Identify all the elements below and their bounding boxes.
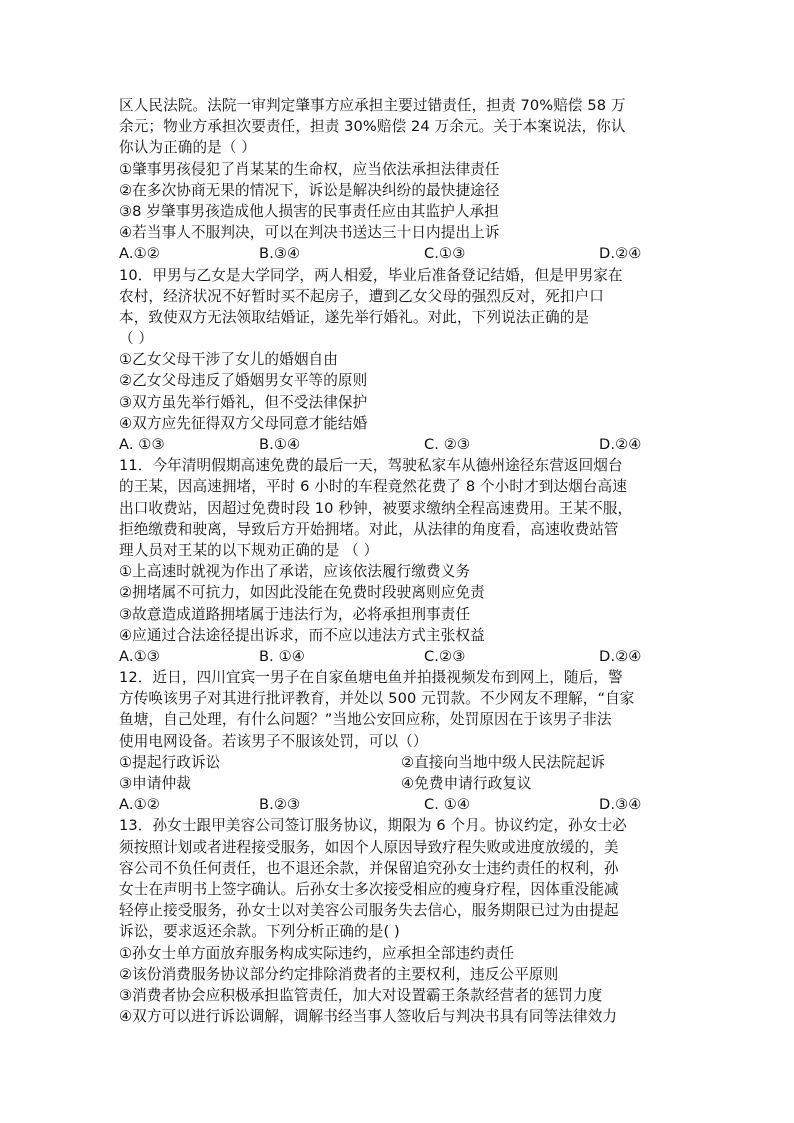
- option-d: D.②④: [599, 245, 642, 263]
- option-c: C.①③: [424, 245, 466, 263]
- text-line: 理人员对王某的以下规劝正确的是 （ ）: [119, 541, 379, 559]
- statement-1: ①上高速时就视为作出了承诺，应该依法履行缴费义务: [119, 563, 471, 581]
- answer-options: [119, 646, 679, 667]
- text-line: 区人民法院。法院一审判定肇事方应承担主要过错责任，担责 70%赔偿 58 万: [119, 97, 626, 114]
- statement-2: ②在多次协商无果的情况下，诉讼是解决纠纷的最快捷途径: [119, 181, 500, 199]
- statement-row: [119, 773, 679, 794]
- statement-3: ③双方虽先举行婚礼，但不受法律保护: [119, 393, 368, 411]
- statement-2: ②直接向当地中级人民法院起诉: [401, 753, 606, 771]
- text-line: 余元；物业方承担次要责任，担责 30%赔偿 24 万余元。关于本案说法，你认: [119, 118, 626, 136]
- statement-2: ②该份消费服务协议部分约定排除消费者的主要权利，违反公平原则: [119, 965, 559, 983]
- text-line: 使用电网设备。若该男子不服该处罚，可以（）: [119, 732, 428, 750]
- option-c: C.②③: [424, 647, 466, 665]
- option-d: D.③④: [599, 796, 642, 814]
- option-c: C. ②③: [424, 436, 471, 453]
- question-9: [119, 95, 679, 265]
- statement-1: ①提起行政诉讼: [119, 753, 221, 771]
- statement-2: ②乙女父母违反了婚姻男女平等的原则: [119, 372, 368, 390]
- question-content: [119, 95, 679, 1027]
- question-stem: 13．孙女士跟甲美容公司签订服务协议，期限为 6 个月。协议约定，孙女士必: [119, 817, 627, 835]
- option-b: B.②③: [259, 796, 301, 814]
- statement-4: ④免费申请行政复议: [401, 775, 532, 792]
- option-b: B.③④: [259, 245, 301, 263]
- answer-options: [119, 794, 679, 815]
- question-stem: 11．今年清明假期高速免费的最后一天，驾驶私家车从德州途径东营返回烟台: [119, 457, 623, 475]
- statement-row: [119, 752, 679, 773]
- statement-2: ②拥堵属不可抗力，如因此没能在免费时段驶离则应免责: [119, 584, 485, 602]
- option-d: D.②④: [599, 436, 642, 453]
- text-line: 鱼塘，自己处理，有什么问题？”当地公安回应称，处罚原因在于该男子非法: [119, 711, 612, 729]
- option-a: A.①②: [119, 245, 160, 263]
- text-line: 出口收费站，因超过免费时段 10 秒钟，被要求缴纳全程高速费用。王某不服，: [119, 499, 633, 517]
- text-line: 女士在声明书上签字确认。后孙女士多次接受相应的瘦身疗程，因体重没能减: [119, 880, 619, 898]
- statement-4: ④若当事人不服判决，可以在判决书送达三十日内提出上诉: [119, 224, 500, 242]
- option-a: A.①②: [119, 796, 160, 814]
- statement-3: ③故意造成道路拥堵属于违法行为，必将承担刑事责任: [119, 605, 471, 623]
- question-13: [119, 815, 679, 1027]
- answer-options: [119, 434, 679, 455]
- text-line: 拒绝缴费和驶离，导致后方开始拥堵。对此，从法律的角度看，高速收费站管: [119, 520, 619, 538]
- statement-3: ③申请仲裁: [119, 775, 191, 792]
- statement-4: ④双方可以进行诉讼调解，调解书经当事人签收后与判决书具有同等法律效力: [119, 1008, 618, 1026]
- text-line: 轻停止接受服务，孙女士以对美容公司服务失去信心，服务期限已过为由提起: [119, 902, 619, 920]
- statement-1: ①肇事男孩侵犯了肖某某的生命权，应当依法承担法律责任: [119, 160, 500, 178]
- statement-4: ④双方应先征得双方父母同意才能结婚: [119, 414, 368, 432]
- question-11: [119, 455, 679, 667]
- statement-4: ④应通过合法途径提出诉求，而不应以违法方式主张权益: [119, 626, 485, 644]
- option-d: D.②④: [599, 647, 642, 665]
- statement-1: ①孙女士单方面放弃服务构成实际违约，应承担全部违约责任: [119, 944, 515, 962]
- answer-options: [119, 243, 679, 264]
- option-a: A.①③: [119, 647, 160, 665]
- text-line: 容公司不负任何责任，也不退还余款，并保留追究孙女士违约责任的权利，孙: [119, 859, 619, 877]
- statement-1: ①乙女父母干涉了女儿的婚姻自由: [119, 351, 338, 369]
- text-line: 农村，经济状况不好暂时买不起房子，遭到乙女父母的强烈反对，死扣户口: [119, 287, 604, 305]
- text-line: 的王某，因高速拥堵，平时 6 小时的车程竟然花费了 8 个小时才到达烟台高速: [119, 478, 627, 496]
- answer-blank: （ ）: [119, 330, 154, 348]
- question-12: [119, 667, 679, 815]
- text-line: 方传唤该男子对其进行批评教育，并处以 500 元罚款。不少网友不理解，“自家: [119, 690, 635, 708]
- question-stem: 12．近日，四川宜宾一男子在自家鱼塘电鱼并拍摄视频发布到网上，随后，警: [119, 669, 623, 687]
- text-line: 你认为正确的是（ ）: [119, 139, 256, 157]
- option-a: A. ①③: [119, 436, 165, 453]
- option-b: B. ①④: [259, 647, 305, 665]
- question-stem: 10．甲男与乙女是大学同学，两人相爱，毕业后准备登记结婚，但是甲男家在: [119, 266, 623, 284]
- question-10: [119, 265, 679, 456]
- text-line: 本，致使双方无法领取结婚证，遂先举行婚礼。对此，下列说法正确的是: [119, 308, 590, 326]
- option-c: C. ①④: [424, 796, 471, 814]
- statement-3: ③消费者协会应积极承担监管责任，加大对设置霸王条款经营者的惩罚力度: [119, 986, 603, 1004]
- statement-3: ③8 岁肇事男孩造成他人损害的民事责任应由其监护人承担: [119, 202, 499, 220]
- text-line: 诉讼，要求返还余款。下列分析正确的是( ): [119, 923, 400, 941]
- text-line: 须按照计划或者进程接受服务，如因个人原因导致疗程失败或进度放缓的，美: [119, 838, 619, 856]
- option-b: B.①④: [259, 436, 301, 453]
